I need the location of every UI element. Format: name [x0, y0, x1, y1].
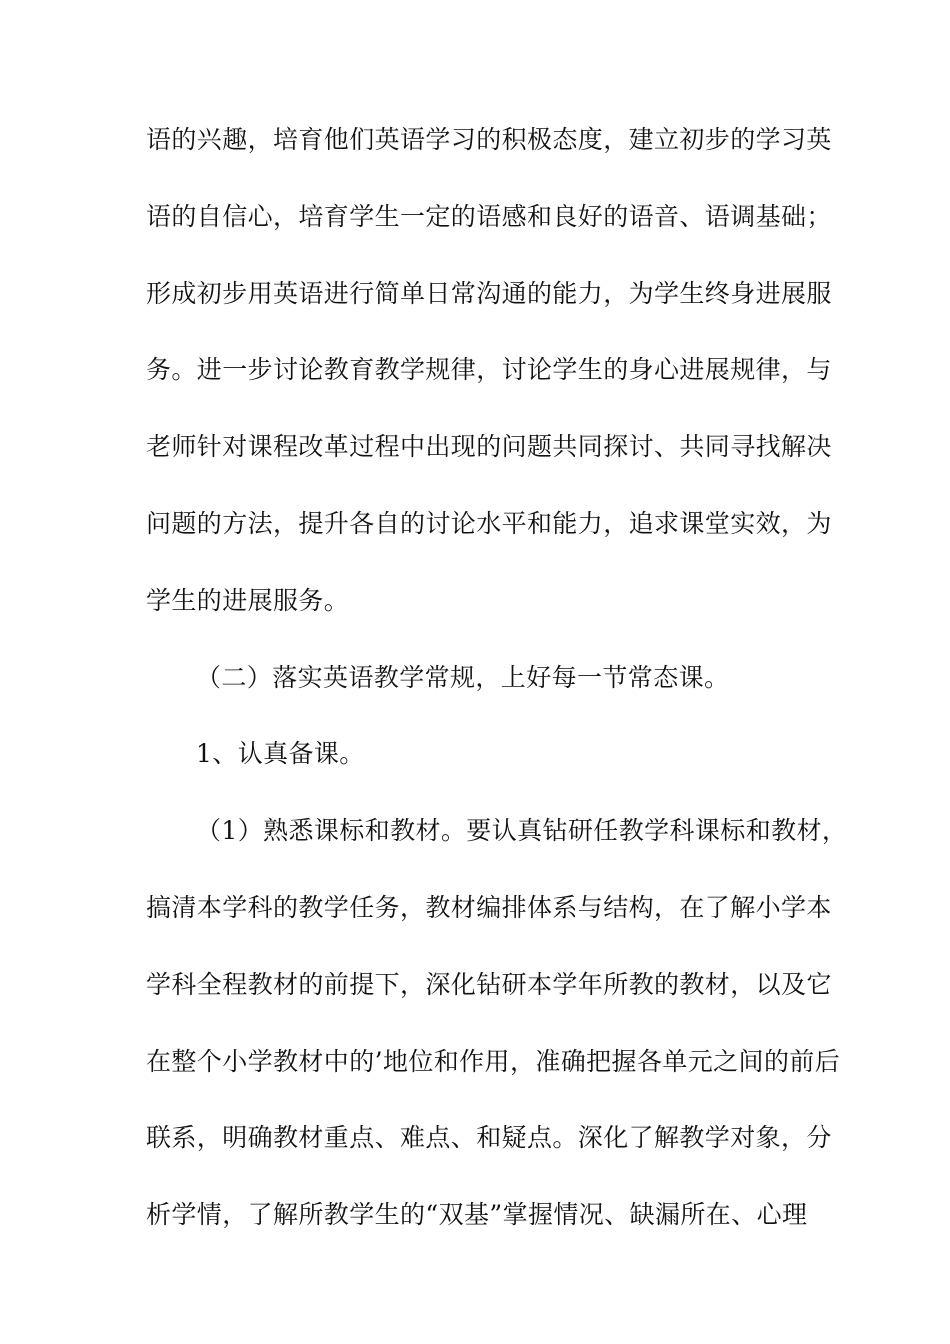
text-line: 在整个小学教材中的’地位和作用，准确把握各单元之间的前后 [146, 1046, 841, 1076]
subsection-heading: 1、认真备课。 [196, 739, 365, 769]
text-line: 语的兴趣，培育他们英语学习的积极态度，建立初步的学习英 [146, 125, 832, 154]
paragraph-first-line: （1）熟悉课标和教材。要认真钻研任教学科课标和教材， [196, 816, 848, 846]
text-line: 老师针对课程改革过程中出现的问题共同探讨、共同寻找解决 [146, 432, 832, 462]
text-line: 语的自信心，培育学生一定的语感和良好的语音、语调基础； [146, 201, 832, 231]
text-line: 问题的方法，提升各自的讨论水平和能力，追求课堂实效，为 [146, 508, 832, 538]
text-line: 形成初步用英语进行简单日常沟通的能力，为学生终身进展服 [146, 278, 832, 308]
text-line: 学生的进展服务。 [146, 585, 350, 615]
text-line: 析学情，了解所教学生的“双基”掌握情况、缺漏所在、心理 [146, 1200, 808, 1230]
text-line: 搞清本学科的教学任务，教材编排体系与结构，在了解小学本 [146, 892, 832, 922]
text-line: 务。进一步讨论教育教学规律，讨论学生的身心进展规律，与 [146, 355, 832, 385]
document-body [146, 125, 848, 1279]
section-heading: （二）落实英语教学常规，上好每一节常态课。 [196, 662, 730, 692]
text-line: 联系，明确教材重点、难点、和疑点。深化了解教学对象，分 [146, 1123, 832, 1153]
text-line: 学科全程教材的前提下，深化钻研本学年所教的教材，以及它 [146, 969, 832, 999]
